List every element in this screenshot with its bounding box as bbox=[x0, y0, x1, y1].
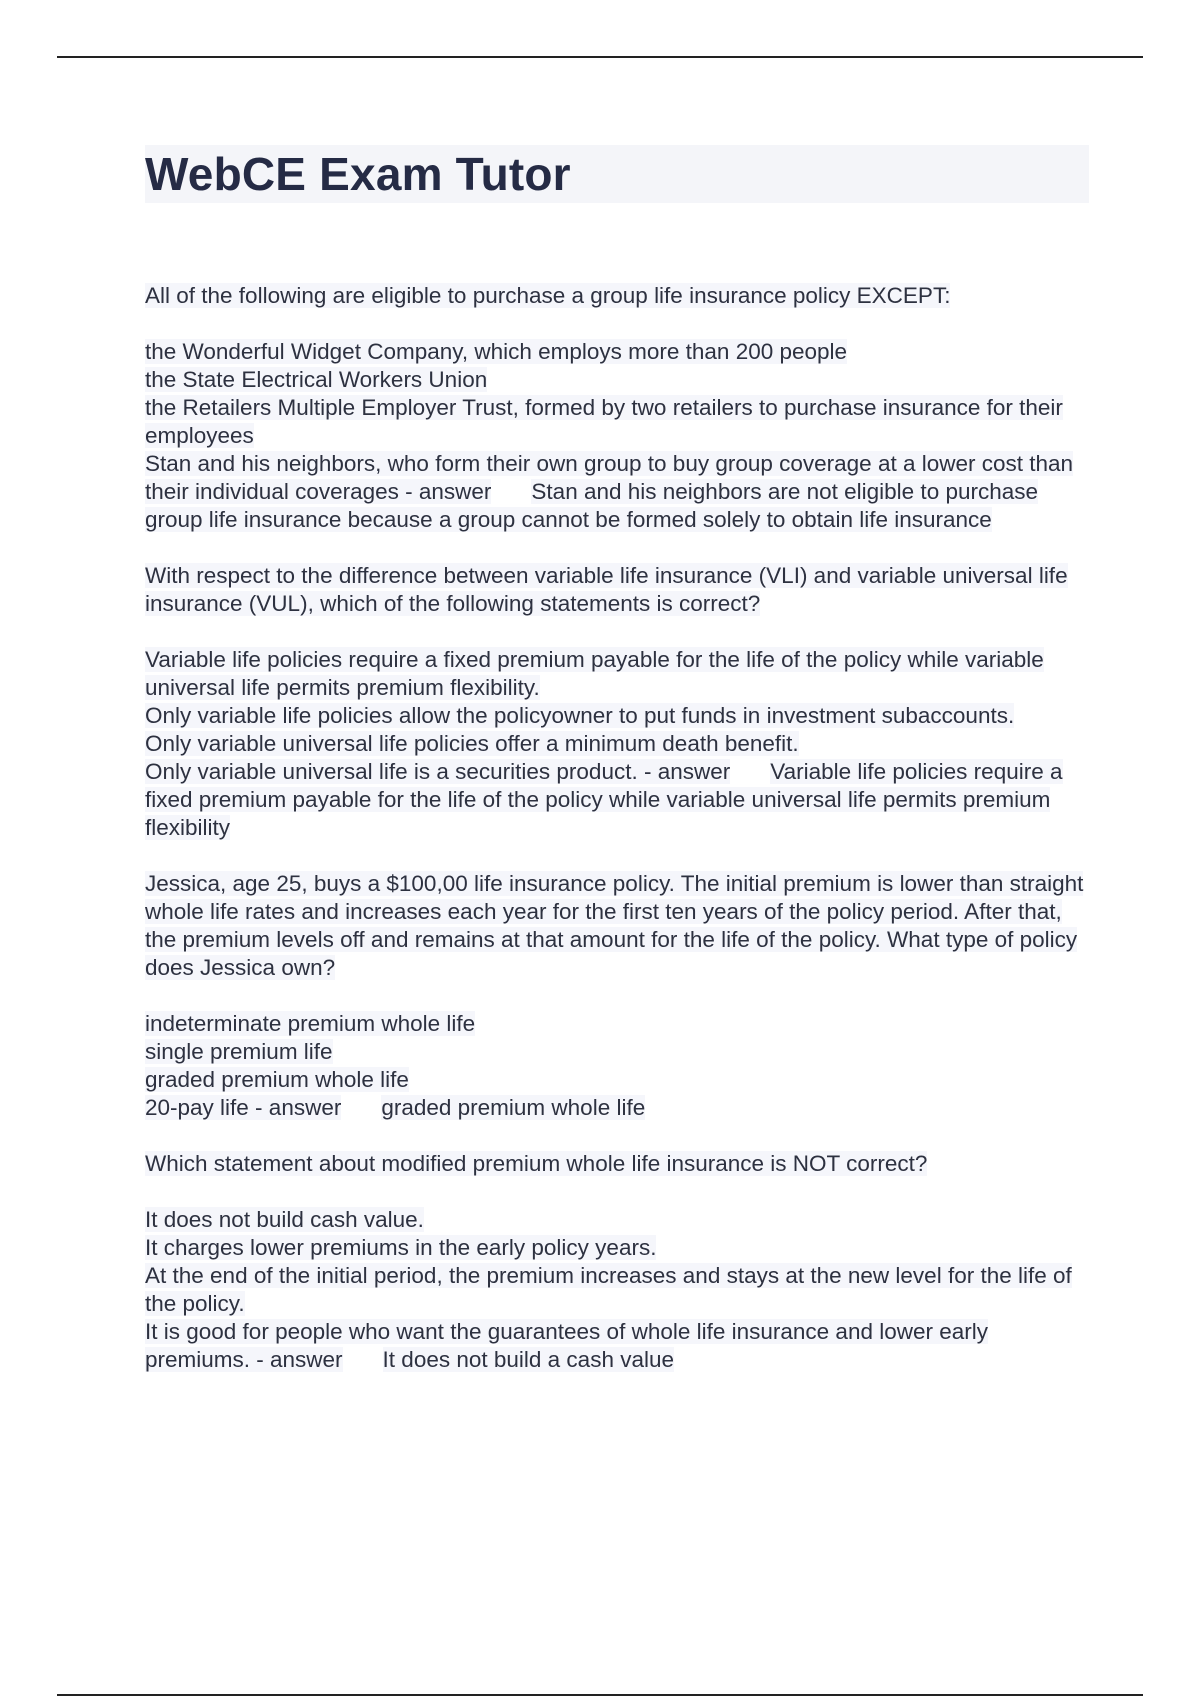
answer-option-with-answer: 20-pay life - answer graded premium whole life bbox=[145, 1095, 646, 1120]
question-text: Jessica, age 25, buys a $100,00 life insurance policy. The initial premium is lower than straight whole life rates and increases each year for the first ten years of the policy period. After that, the premium levels off and remains at that amount for the life of the policy. What type of policy does Jessica own? bbox=[145, 871, 1084, 980]
correct-answer: It does not build a cash value bbox=[382, 1347, 674, 1372]
answer-option: the Wonderful Widget Company, which employs more than 200 people bbox=[145, 339, 848, 364]
header-rule bbox=[57, 56, 1143, 58]
document-title: WebCE Exam Tutor bbox=[145, 148, 571, 200]
question-text: With respect to the difference between variable life insurance (VLI) and variable universal life insurance (VUL), which of the following statements is correct? bbox=[145, 563, 1068, 616]
answer-option: indeterminate premium whole life bbox=[145, 1011, 476, 1036]
correct-answer: Variable life policies require a fixed premium payable for the life of the policy while variable universal life permits premium flexibility bbox=[145, 759, 1063, 840]
answer-option-with-answer: Stan and his neighbors, who form their own group to buy group coverage at a lower cost than their individual coverages - answer Stan and his neighbors are not eligible to purchase group life insurance because a group cannot be formed solely to obtain life insurance bbox=[145, 451, 1074, 532]
question-text: Which statement about modified premium whole life insurance is NOT correct? bbox=[145, 1151, 928, 1176]
qa-item bbox=[145, 282, 1095, 534]
answer-option: It does not build cash value. bbox=[145, 1207, 424, 1232]
answer-option: single premium life bbox=[145, 1039, 333, 1064]
qa-list bbox=[145, 282, 1095, 1402]
answer-option: the State Electrical Workers Union bbox=[145, 367, 488, 392]
question-text: All of the following are eligible to purchase a group life insurance policy EXCEPT: bbox=[145, 283, 951, 308]
answer-option: Only variable universal life policies offer a minimum death benefit. bbox=[145, 731, 799, 756]
answer-option: graded premium whole life bbox=[145, 1067, 409, 1092]
answer-option: Only variable life policies allow the policyowner to put funds in investment subaccounts. bbox=[145, 703, 1015, 728]
qa-item bbox=[145, 1150, 1095, 1374]
answer-option-with-answer: Only variable universal life is a securities product. - answer Variable life policies require a fixed premium payable for the life of the policy while variable universal life permits premium flexibility bbox=[145, 759, 1063, 840]
footer-rule bbox=[57, 1694, 1143, 1696]
answer-option: Variable life policies require a fixed premium payable for the life of the policy while variable universal life permits premium flexibility. bbox=[145, 647, 1044, 700]
answer-option: At the end of the initial period, the premium increases and stays at the new level for the life of the policy. bbox=[145, 1263, 1072, 1316]
correct-answer: graded premium whole life bbox=[381, 1095, 646, 1120]
answer-option: the Retailers Multiple Employer Trust, formed by two retailers to purchase insurance for their employees bbox=[145, 395, 1063, 448]
qa-item bbox=[145, 870, 1095, 1122]
correct-answer: Stan and his neighbors are not eligible to purchase group life insurance because a group cannot be formed solely to obtain life insurance bbox=[145, 479, 1039, 532]
qa-item bbox=[145, 562, 1095, 842]
answer-option-with-answer: It is good for people who want the guarantees of whole life insurance and lower early premiums. - answer It does not build a cash value bbox=[145, 1319, 989, 1372]
answer-option: It charges lower premiums in the early policy years. bbox=[145, 1235, 657, 1260]
